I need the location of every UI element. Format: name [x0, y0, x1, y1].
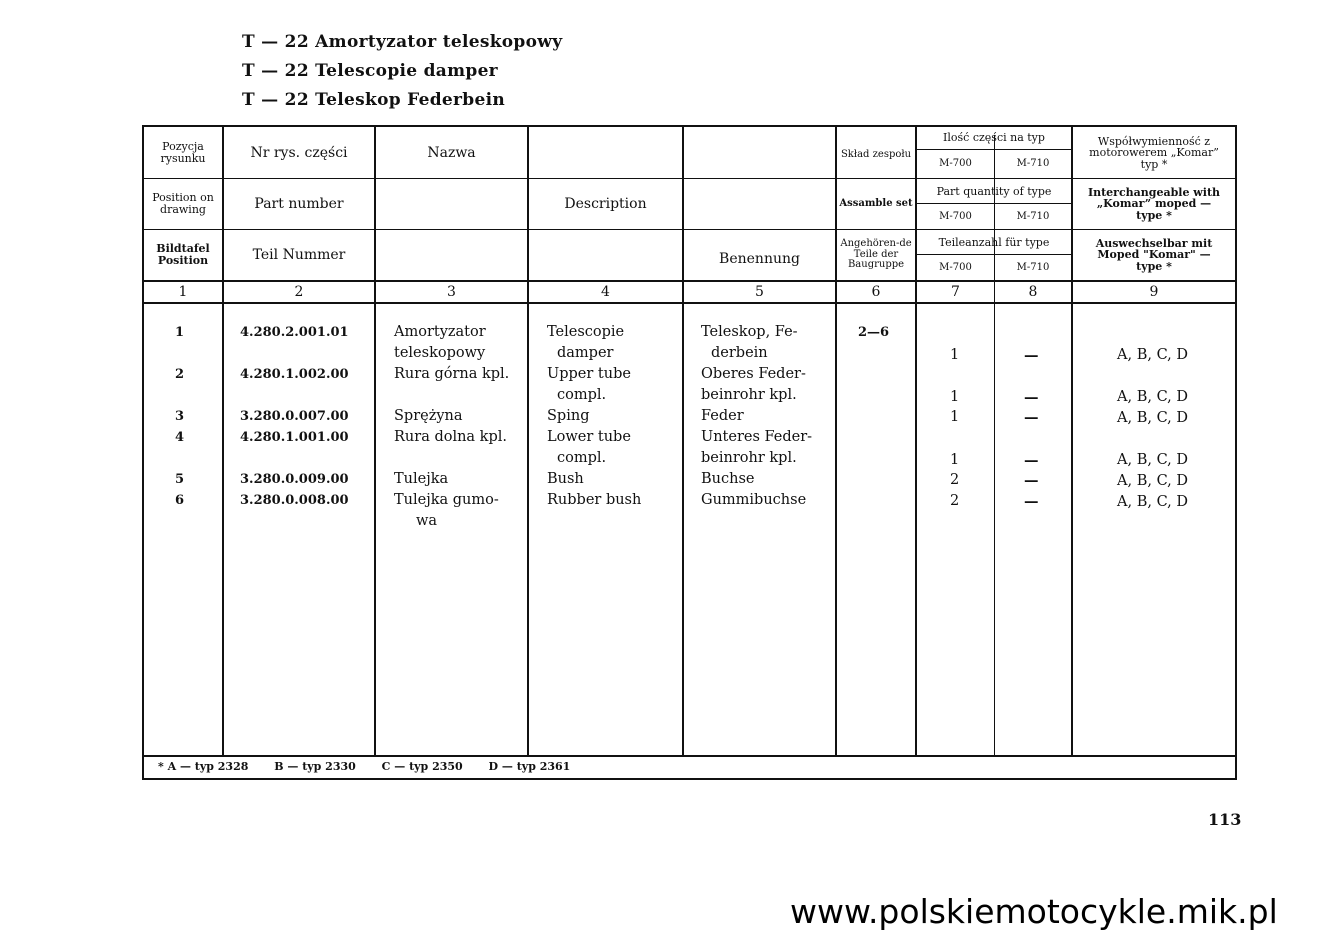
- row5-name-pl-1: Tulejka: [394, 471, 449, 487]
- hdr-assembly-pl: Skład zespołu: [840, 148, 912, 160]
- col-num-7: 7: [951, 283, 960, 300]
- hdr-type-a-de: M-700: [939, 261, 972, 273]
- hdr-name-pl: Nazwa: [427, 144, 476, 161]
- website-watermark: www.polskiemotocykle.mik.pl: [790, 892, 1278, 931]
- row2-name-pl-1: Rura górna kpl.: [394, 366, 510, 382]
- hdr-type-a-en: M-700: [939, 210, 972, 222]
- footnote-c: C — typ 2350: [381, 760, 463, 773]
- row5-pos: 5: [175, 472, 185, 487]
- row6-desc-de-1: Gummibuchse: [701, 492, 807, 508]
- footnote-b: B — typ 2330: [274, 760, 356, 773]
- row1-desc-de-1: Teleskop, Fe-: [701, 324, 798, 340]
- row1-name-pl-2: teleskopowy: [394, 345, 486, 361]
- parts-table: [142, 125, 1238, 780]
- row4-desc-en-2: compl.: [557, 450, 607, 466]
- row5-part-number: 3.280.0.009.00: [240, 472, 349, 487]
- title-pl: T — 22 Amortyzator teleskopowy: [242, 32, 563, 52]
- title-de: T — 22 Teleskop Federbein: [242, 90, 505, 110]
- hdr-part-number-de: Teil Nummer: [252, 246, 346, 263]
- row1-desc-de-2: derbein: [711, 345, 768, 361]
- row5-desc-de-1: Buchse: [701, 471, 755, 487]
- row3-pos: 3: [175, 409, 185, 424]
- title-block: [242, 28, 562, 115]
- row4-m710: —: [1024, 452, 1039, 469]
- hdr-benennung-de: Benennung: [719, 250, 800, 267]
- row6-pos: 6: [175, 493, 185, 508]
- row1-desc-en-2: damper: [557, 345, 614, 361]
- hdr-interchange-pl: Współwymienność z motorowerem „Komar” typ *: [1089, 134, 1219, 171]
- row1-pos: 1: [175, 325, 185, 340]
- hdr-position-de: Bildtafel Position: [156, 242, 210, 267]
- row6-name-pl-2: wa: [416, 513, 438, 529]
- hdr-type-b-pl: M-710: [1016, 157, 1050, 169]
- col-num-9: 9: [1149, 283, 1159, 300]
- title-en: T — 22 Telescopie damper: [242, 61, 498, 81]
- row6-desc-en-1: Rubber bush: [547, 492, 642, 508]
- row4-m700: 1: [950, 452, 960, 468]
- row1-interchange: A, B, C, D: [1117, 347, 1188, 363]
- row4-desc-de-1: Unteres Feder-: [701, 429, 813, 445]
- row1-m710: —: [1024, 347, 1039, 364]
- row2-interchange: A, B, C, D: [1117, 389, 1188, 405]
- row2-part-number: 4.280.1.002.00: [240, 367, 349, 382]
- hdr-part-number-pl: Nr rys. części: [250, 144, 348, 161]
- col-num-6: 6: [871, 283, 881, 300]
- hdr-qty-en: Part quantity of type: [936, 184, 1052, 198]
- row1-name-pl-1: Amortyzator: [394, 324, 486, 340]
- footnote-d: D — typ 2361: [488, 760, 571, 773]
- col-num-5: 5: [755, 283, 764, 300]
- row6-interchange: A, B, C, D: [1117, 494, 1188, 510]
- hdr-interchange-de: Auswechselbar mit Moped "Komar" — type *: [1095, 236, 1213, 273]
- hdr-type-b-de: M-710: [1016, 261, 1050, 273]
- hdr-assembly-en: Assamble set: [839, 197, 913, 209]
- hdr-type-a-pl: M-700: [939, 157, 972, 169]
- row5-desc-en-1: Bush: [547, 471, 584, 487]
- col-num-8: 8: [1028, 283, 1038, 300]
- row3-interchange: A, B, C, D: [1117, 410, 1188, 426]
- row2-pos: 2: [175, 367, 185, 382]
- row2-desc-en-1: Upper tube: [547, 366, 631, 382]
- hdr-position-pl: Pozycja rysunku: [160, 140, 206, 165]
- row3-m700: 1: [950, 409, 960, 425]
- row4-interchange: A, B, C, D: [1117, 452, 1188, 468]
- col-num-4: 4: [601, 283, 610, 300]
- hdr-position-en: Position on drawing: [152, 191, 214, 216]
- row4-pos: 4: [175, 430, 185, 445]
- row4-desc-en-1: Lower tube: [547, 429, 631, 445]
- hdr-interchange-en: Interchangeable with „Komar” moped — type *: [1087, 185, 1221, 222]
- col-num-3: 3: [447, 283, 456, 300]
- row5-m700: 2: [950, 472, 960, 488]
- hdr-qty-de: Teileanzahl für type: [938, 235, 1050, 249]
- row1-m700: 1: [950, 347, 960, 363]
- row3-desc-en-1: Sping: [547, 408, 590, 424]
- row1-part-number: 4.280.2.001.01: [240, 325, 349, 340]
- page-number: 113: [1208, 810, 1242, 829]
- row2-desc-en-2: compl.: [557, 387, 607, 403]
- row5-m710: —: [1024, 472, 1039, 489]
- row2-desc-de-2: beinrohr kpl.: [701, 387, 797, 403]
- hdr-part-number-en: Part number: [254, 195, 344, 212]
- row1-set: 2—6: [858, 325, 890, 340]
- row3-desc-de-1: Feder: [701, 408, 744, 424]
- hdr-description-en: Description: [564, 195, 647, 212]
- col-num-2: 2: [294, 283, 304, 300]
- row6-part-number: 3.280.0.008.00: [240, 493, 349, 508]
- row4-part-number: 4.280.1.001.00: [240, 430, 349, 445]
- row2-desc-de-1: Oberes Feder-: [701, 366, 806, 382]
- row4-desc-de-2: beinrohr kpl.: [701, 450, 797, 466]
- row3-part-number: 3.280.0.007.00: [240, 409, 349, 424]
- hdr-assembly-de: Angehören-de Teile der Baugruppe: [840, 238, 912, 271]
- row6-m710: —: [1024, 493, 1039, 510]
- hdr-qty-pl: Ilość części na typ: [943, 131, 1045, 145]
- row5-interchange: A, B, C, D: [1117, 473, 1188, 489]
- footnote: [158, 760, 592, 773]
- row6-m700: 2: [950, 493, 960, 509]
- row2-m710: —: [1024, 389, 1039, 406]
- row3-m710: —: [1024, 409, 1039, 426]
- row6-name-pl-1: Tulejka gumo-: [394, 492, 499, 508]
- col-num-1: 1: [178, 283, 188, 300]
- row4-name-pl-1: Rura dolna kpl.: [394, 429, 507, 445]
- hdr-type-b-en: M-710: [1016, 210, 1050, 222]
- row3-name-pl-1: Sprężyna: [394, 408, 463, 424]
- row1-desc-en-1: Telescopie: [547, 324, 625, 340]
- row2-m700: 1: [950, 389, 960, 405]
- footnote-a: * A — typ 2328: [158, 760, 249, 773]
